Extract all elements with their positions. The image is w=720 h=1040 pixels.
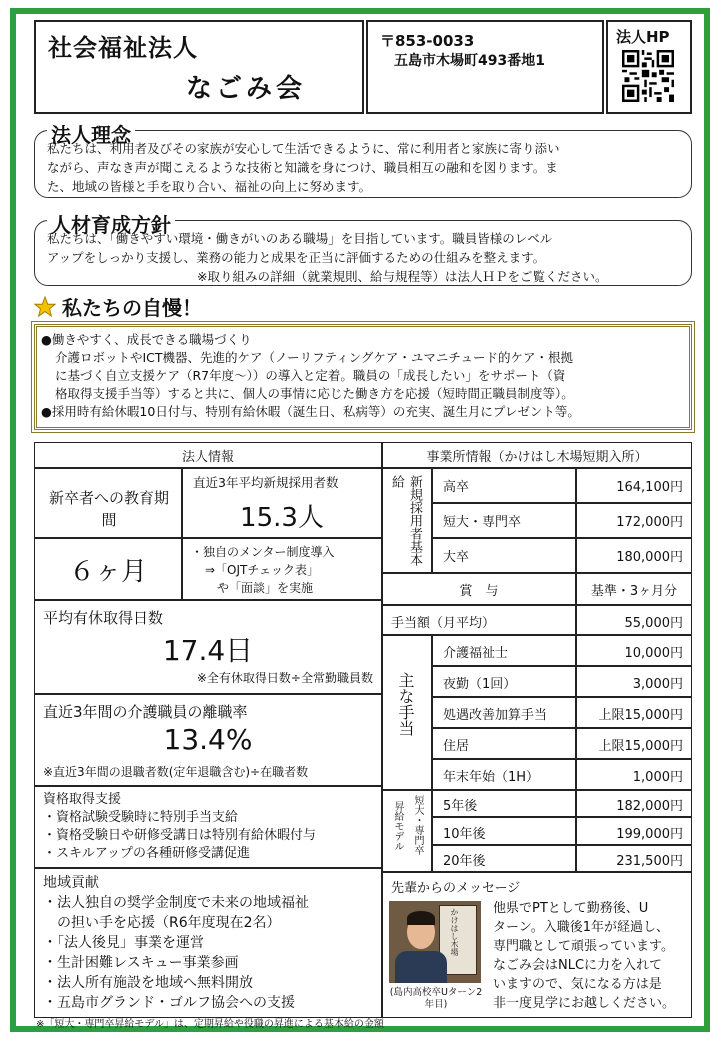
senior-line: なごみ会はNLCに力を入れて	[493, 958, 663, 973]
qualification-line: ・資格受験日や研修受講日は特別有給休暇付与	[43, 828, 317, 843]
turnover-label: 直近3年間の介護職員の離職率	[43, 703, 248, 721]
allowance-value: 1,000円	[576, 759, 692, 790]
address-box	[366, 20, 604, 114]
promo-year: 20年後	[432, 845, 576, 872]
corp-type: 社会福祉法人	[48, 34, 198, 62]
hp-label: 法人HP	[616, 28, 670, 46]
leave-note: ※全有休取得日数÷全常勤職員数	[196, 671, 373, 685]
qualification-line: ・スキルアップの各種研修受講促進	[43, 846, 250, 861]
newgrad-label: 新卒者への教育期間	[49, 489, 170, 529]
philosophy-body	[47, 139, 679, 196]
sign-text: かけはし木場	[450, 908, 459, 956]
person-body	[395, 951, 447, 983]
pay-value-highschool: 164,100円	[576, 468, 692, 503]
philosophy-section	[34, 123, 692, 198]
promo-year: 5年後	[432, 790, 576, 817]
allowance-total-label: 手当額（月平均）	[382, 605, 576, 635]
corp-name-box	[34, 20, 364, 114]
allowance-value: 上限15,000円	[576, 728, 692, 759]
community-line: ・五島市グランド・ゴルフ協会への支援	[43, 995, 295, 1011]
community-line: ・法人所有施設を地域へ無料開放	[43, 975, 253, 991]
hr-policy-title: 人材育成方針	[47, 209, 175, 238]
promo-value: 182,000円	[576, 790, 692, 817]
community-line: の担い手を応援（R6年度現在2名）	[57, 915, 281, 931]
newgrad-label-cell	[34, 468, 182, 538]
promo-label: 昇給モデル	[392, 801, 403, 851]
pride-line: ●働きやすく、成長できる職場づくり	[41, 332, 252, 347]
recruit-cell	[182, 468, 382, 538]
mentor-line: や「面談」を実施	[217, 581, 314, 595]
bonus-label: 賞 与	[382, 573, 576, 605]
hr-policy-line: 私たちは、「働きやすい環境・働きがいのある職場」を目指しています。職員皆様のレベル	[47, 231, 553, 246]
mentor-cell	[182, 538, 382, 600]
senior-line: ターン。入職後1年が経過し、	[493, 920, 669, 935]
promo-sub: 短大・専門卒	[412, 795, 423, 855]
allowance-group-cell	[382, 635, 432, 790]
pay-value-junior: 172,000円	[576, 503, 692, 538]
pride-title: 私たちの自慢！	[62, 296, 202, 320]
hp-box	[606, 20, 692, 114]
senior-message-cell	[382, 872, 692, 1018]
pay-label-junior: 短大・専門卒	[432, 503, 576, 538]
bonus-value: 基準・3ヶ月分	[576, 573, 692, 605]
senior-line: 専門職として頑張っています。	[493, 939, 674, 954]
office-info-header: 事業所情報（かけはし木場短期入所）	[382, 442, 692, 468]
newgrad-value: ６ヶ月	[34, 538, 182, 600]
senior-line: いますので、気になる方は是	[493, 977, 662, 992]
qualification-title: 資格取得支援	[43, 792, 122, 807]
person-hair	[407, 911, 435, 925]
philosophy-line: た、地域の皆様と手を取り合い、福祉の向上に努めます。	[47, 179, 372, 194]
starting-pay-label: 新規採用者基本給	[389, 475, 422, 566]
qualification-cell	[34, 786, 382, 868]
star-icon	[34, 296, 56, 318]
promo-year: 10年後	[432, 817, 576, 845]
leave-value: 17.4日	[162, 634, 254, 667]
community-line: ・生計困難レスキュー事業参画	[43, 955, 239, 971]
leave-label: 平均有休取得日数	[43, 609, 164, 627]
allowance-value: 10,000円	[576, 635, 692, 666]
page-frame	[10, 8, 710, 1032]
pride-line: 介護ロボットやICT機器、先進的ケア（ノーリフティングケア・ユマニチュード的ケア・根拠	[55, 350, 574, 365]
promo-value: 199,000円	[576, 817, 692, 845]
community-title: 地域貢献	[43, 875, 99, 891]
philosophy-title: 法人理念	[47, 119, 135, 148]
pride-line: 格取得支援手当等）すると共に、個人の事情に応じた働き方を応援（短時間正職員制度等）。	[55, 386, 574, 401]
allowance-total-value: 55,000円	[576, 605, 692, 635]
pay-label-highschool: 高卒	[432, 468, 576, 503]
allowance-label: 介護福祉士	[432, 635, 576, 666]
recruit-value: 15.3人	[240, 503, 324, 533]
turnover-note: ※直近3年間の退職者数(定年退職含む)÷在職者数	[43, 765, 309, 779]
pride-line: ●採用時有給休暇10日付与、特別有給休暇（誕生日、私病等）の充実、誕生月にプレゼント等。	[41, 404, 580, 419]
corp-name: なごみ会	[186, 74, 307, 104]
photo-caption: (島内高校卒Uターン2年目)	[389, 987, 483, 1010]
philosophy-line: 私たちは、利用者及びその家族が安心して生活できるように、常に利用者と家族に寄り添い	[47, 141, 560, 156]
mentor-line: ・独自のメンター制度導入	[191, 545, 335, 559]
footnote: ※「短大・専門卒昇給モデル」は、定期昇給や役職の昇進による基本給の金額	[36, 1019, 384, 1030]
pay-label-university: 大卒	[432, 538, 576, 573]
allowance-label: 夜勤（1回）	[432, 666, 576, 697]
address: 五島市木場町493番地1	[394, 53, 545, 69]
leave-cell	[34, 600, 382, 694]
pride-line: に基づく自立支援ケア（R7年度～））の導入と定着。職員の「成長したい」をサポート（資	[55, 368, 566, 383]
allowance-label: 住居	[432, 728, 576, 759]
pride-heading	[34, 292, 202, 321]
hr-policy-line: アップをしっかり支援し、業務の能力と成果を正当に評価するための仕組みを整えます。	[47, 250, 546, 265]
community-line: ・法人独自の奨学金制度で未来の地域福祉	[43, 895, 309, 911]
senior-line: 他県でPTとして勤務後、U	[493, 901, 649, 916]
allowance-value: 上限15,000円	[576, 697, 692, 728]
pride-box	[34, 324, 692, 430]
community-cell	[34, 868, 382, 1018]
recruit-label: 直近3年平均新規採用者数	[193, 475, 339, 490]
promo-label-cell	[382, 790, 432, 872]
turnover-value: 13.4%	[163, 723, 253, 756]
philosophy-line: ながら、声なき声が聞こえるような技術と知識を身につけ、職員相互の融和を図ります。ま	[47, 160, 558, 175]
allowance-label: 処遇改善加算手当	[432, 697, 576, 728]
qualification-line: ・資格試験受験時に特別手当支給	[43, 810, 239, 825]
turnover-cell	[34, 694, 382, 786]
senior-photo	[389, 901, 481, 983]
promo-value: 231,500円	[576, 845, 692, 872]
qr-code-icon[interactable]	[622, 50, 674, 102]
allowance-value: 3,000円	[576, 666, 692, 697]
corp-info-header: 法人情報	[34, 442, 382, 468]
hr-policy-note: ※取り組みの詳細（就業規則、給与規程等）は法人ＨＰをご覧ください。	[197, 269, 608, 284]
hr-policy-section	[34, 213, 692, 286]
starting-pay-label-cell	[382, 468, 432, 573]
mentor-line: ⇒「OJTチェック表」	[205, 563, 320, 577]
allowance-group-label: 主な手当	[396, 672, 415, 736]
zip-code: 〒853-0033	[380, 32, 475, 50]
community-line: ・「法人後見」事業を運営	[43, 935, 204, 951]
senior-title: 先輩からのメッセージ	[391, 881, 521, 896]
pay-value-university: 180,000円	[576, 538, 692, 573]
hr-policy-body	[47, 229, 679, 286]
senior-line: 非一度見学にお越しください。	[493, 996, 676, 1011]
allowance-label: 年末年始（1H）	[432, 759, 576, 790]
